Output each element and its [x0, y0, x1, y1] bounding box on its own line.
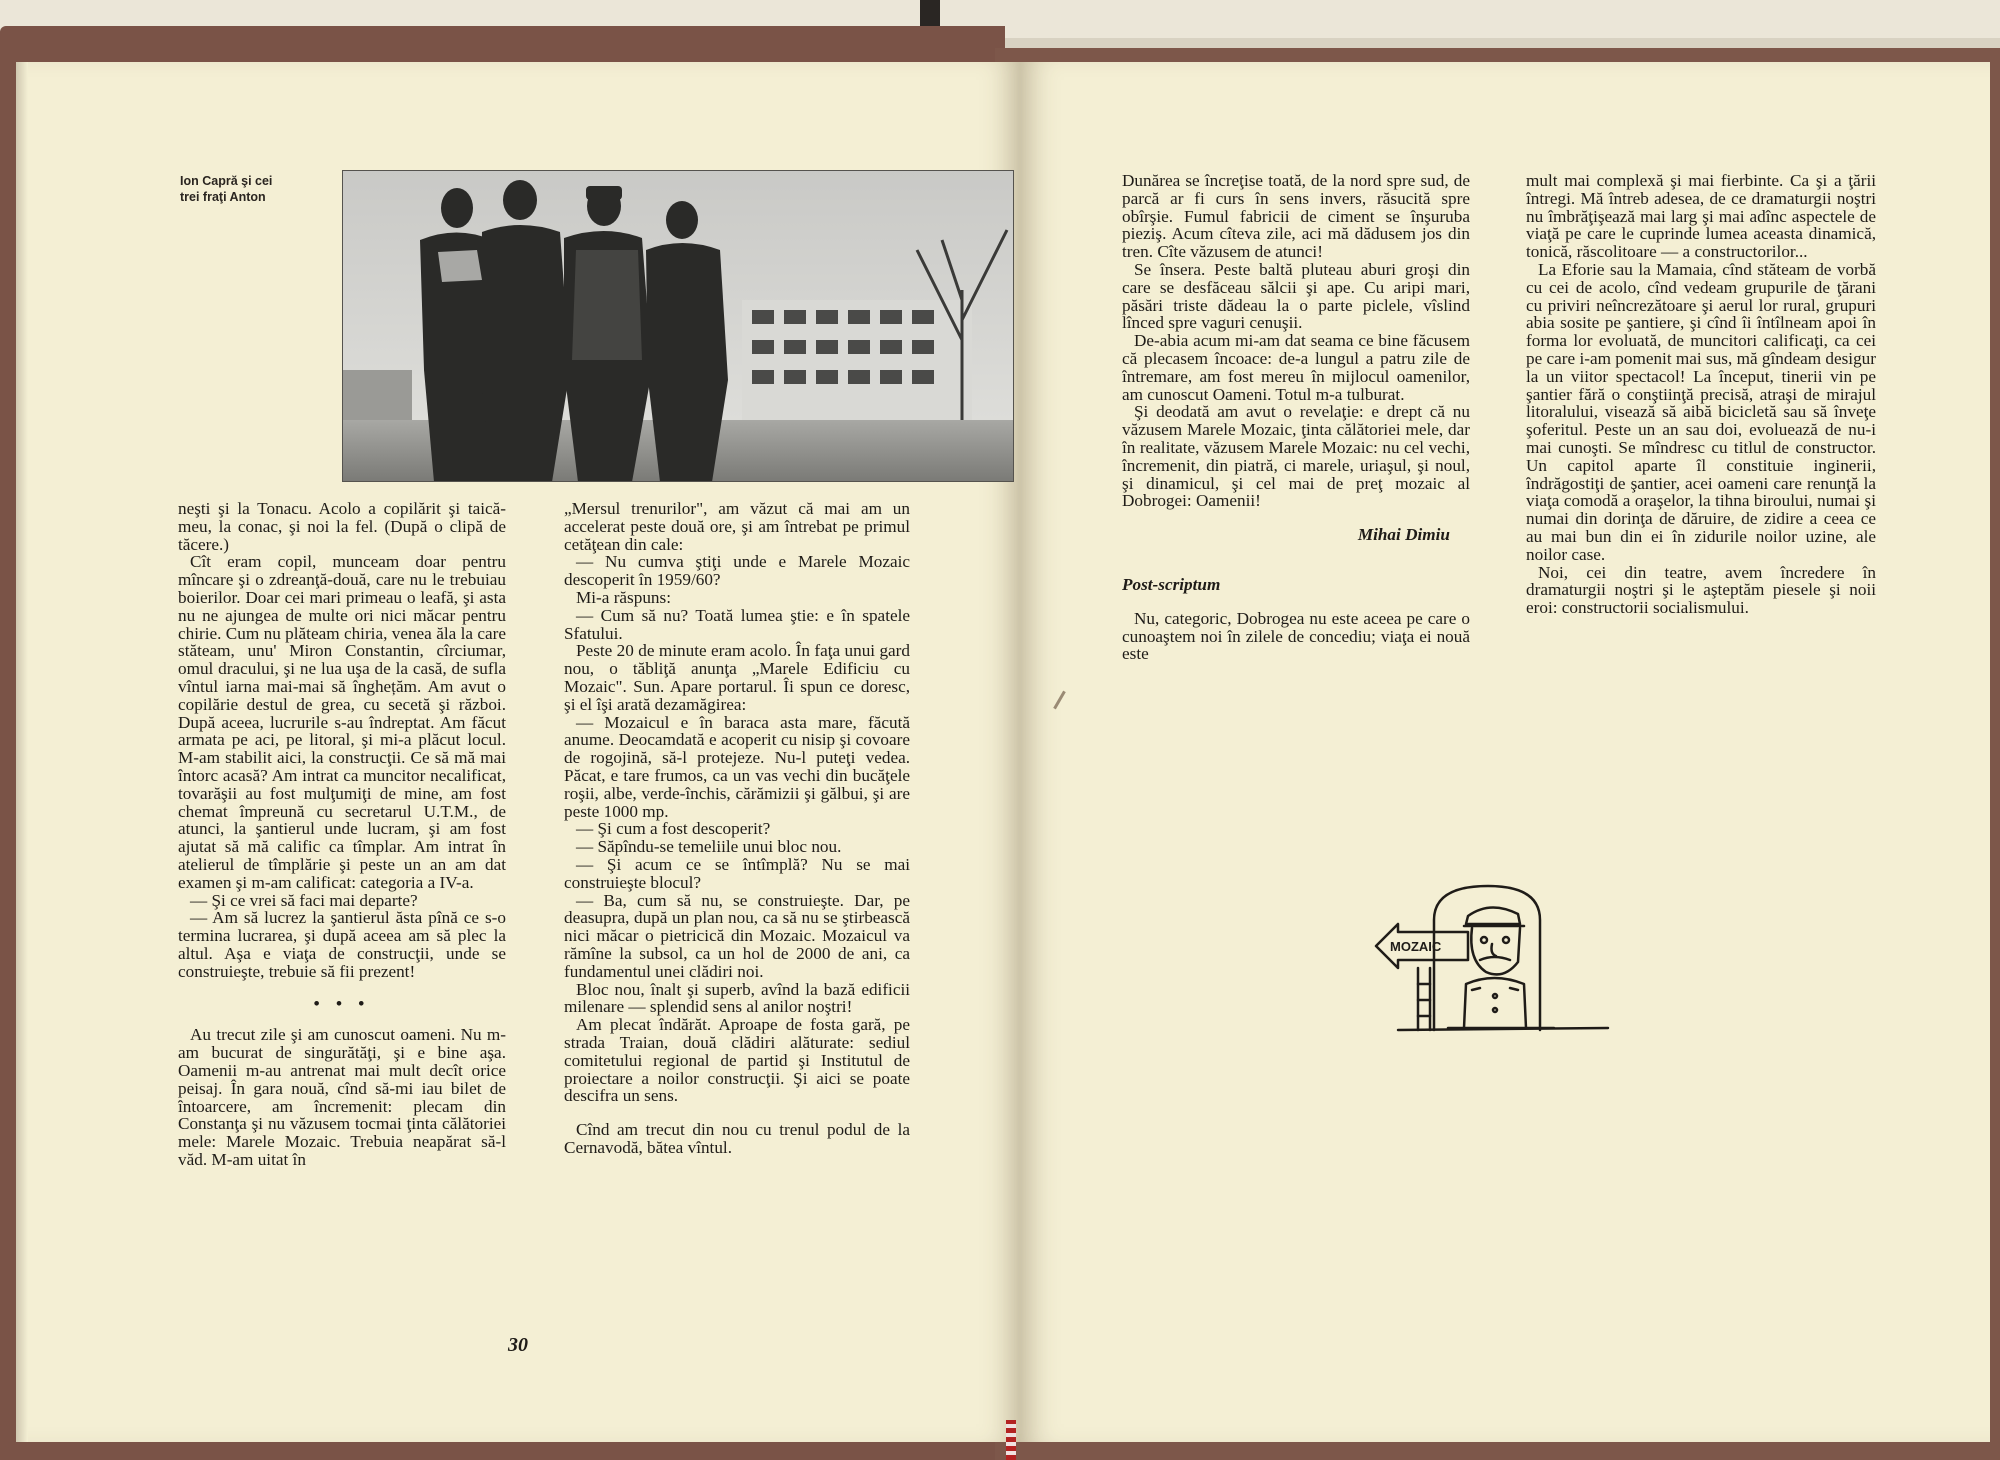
- paragraph: „Mersul trenurilor", am văzut că mai am un accelerat peste două ore, şi am întrebat pe primul cetăţean din cale:: [564, 500, 910, 554]
- paragraph: Noi, cei din teatre, avem încredere în dramaturgii noştri şi le aşteptăm piesele şi noii eroi: constructorii socialismului.: [1526, 562, 1876, 618]
- column-2: [564, 500, 910, 1310]
- mozaic-cartoon: [1368, 880, 1616, 1040]
- paragraph: De-abia acum mi-am dat seama ce bine făcusem că plecasem încoace: de-a lungul a patru zile de întremare, am fost mereu în mijlocul oamenilor, am cunoscut Oameni. Totul m-a tulburat.: [1122, 331, 1470, 404]
- paragraph: Dunărea se încreţise toată, de la nord spre sud, de parcă ar fi curs în sens invers, răsucită spre obîrşie. Fumul fabricii de ciment se înşuruba pieziş. Acum cîteva zile, aci mă dădusem jos din tren. Cîte văzusem de atunci!: [1122, 172, 1470, 262]
- photo-four-men: [342, 170, 1014, 482]
- paragraph: — Săpîndu-se temeliile unui bloc nou.: [576, 837, 842, 857]
- binding-thread: [1006, 1420, 1016, 1460]
- page-number: 30: [508, 1334, 528, 1356]
- column-1: [178, 500, 506, 1300]
- section-separator: • • •: [313, 993, 371, 1013]
- paragraph: Peste 20 de minute eram acolo. În faţa unui gard nou, o tăbliţă anunţa „Marele Edificiu cu Mozaic". Sun. Apare portarul. Îi spun ce doresc, şi el îşi arată dezamăgirea:: [564, 641, 910, 714]
- paragraph: Mi-a răspuns:: [576, 587, 671, 607]
- photo-caption: [180, 173, 310, 205]
- column-4: [1526, 172, 1876, 792]
- paragraph: Nu, categoric, Dobrogea nu este aceea pe care o cunoaştem noi în zilele de concediu; viaţa ei nouă este: [1122, 608, 1470, 664]
- paragraph: — Ba, cum să nu, se construieşte. Dar, pe deasupra, după un plan nou, ca să nu se ştirbească nici măcar o pietricică din Mozaic. Mozaicul va rămîne la subsol, ca un hol de 2000 de ani, ca fundamentul unei clădiri noi.: [564, 890, 910, 981]
- cartoon-sign-text: MOZAIC: [1390, 939, 1442, 954]
- paragraph: — Şi ce vrei să faci mai departe?: [190, 890, 418, 910]
- caption-line: trei fraţi Anton: [180, 190, 266, 204]
- paragraph: — Nu cumva ştiţi unde e Marele Mozaic descoperit în 1959/60?: [564, 552, 910, 590]
- paragraph: — Şi acum ce se întîmplă? Nu se mai construieşte blocul?: [564, 854, 910, 892]
- paragraph: Am plecat îndărăt. Aproape de fosta gară, pe strada Traian, două clădiri alăturate: sediul comitetului regional de partid şi Institutul de proiectare a noilor construcţii. Şi aici se poate descifra un sens.: [564, 1015, 910, 1106]
- paragraph: — Cum să nu? Toată lumea ştie: e în spatele Sfatului.: [564, 605, 910, 643]
- paragraph: — Am să lucrez la şantierul ăsta pînă ce s-o termina lucrarea, şi după aceea am să plec la altul. Aşa e viaţa de construcţii, unde se construieşte, trebuie să fii prezent!: [178, 908, 506, 981]
- paragraph: — Şi cum a fost descoperit?: [576, 819, 771, 839]
- paragraph: Cît eram copil, munceam doar pentru mîncare şi o zdreanţă-două, care nu le trebuiau boierilor. Doar cei mari primeau o leafă, şi asta nu ne ajungea de multe ori nici măcar pentru chirie. Cum nu plăteam chiria, venea ăla la care stăteam, unu' Miron Constantin, cîrciumar, omul dracului, şi ne lua uşa de la casă, de sufla vîntul iarna mai-mai să înghețăm. Am avut o copilărie destul de grea, cu secetă şi război. După aceea, lucrurile s-au îndreptat. Am făcut armata pe aci, pe litoral, şi mi-a plăcut locul. M-am stabilit aici, la construcţii. Ce să mă mai întorc acasă? Am intrat ca muncitor necalificat, tovarăşii au fost mulţumiţi de mine, am fost chemat împreună cu secretarul U.T.M., de atunci, la şantierul unde lucram, şi am fost ajutat să mă calific ca tîmplar. Am intrat în atelierul de tîmplărie şi peste un an am dat examen şi m-am calificat: categoria a IV-a.: [178, 552, 506, 892]
- paragraph: La Eforie sau la Mamaia, cînd stăteam de vorbă cu cei de acolo, cînd vedeam grupurile de ţărani cu priviri neîncrezătoare şi aerul lor rural, grupuri abia sosite pe şantiere, şi cînd îi întîlneam apoi în forma lor evoluată, de muncitori calificaţi, ca cei pe care i-am pomenit mai sus, mă gîndeam desigur la un viitor spectacol! La început, tinerii vin pe şantier fără o conştiinţă precisă, atraşi de mirajul litoralului, visează să aibă bicicletă sau să înveţe şoferitul. Peste un an sau doi, evoluează de nu-i mai cunoşti. Se mîndresc cu titlul de constructor. Un capitol aparte îl constituie inginerii, îndrăgostiţi de şantier, acei oameni care renunţă la viaţa comodă a oraşelor, la tihna biroului, numai şi numai din dorinţa de dăruire, de zidire a ceea ce au mai bun din ei în zidurile noilor uzine, ale noilor case.: [1526, 259, 1876, 564]
- paragraph: Cînd am trecut din nou cu trenul podul de la Cernavodă, bătea vîntul.: [564, 1120, 910, 1157]
- column-3: [1122, 172, 1470, 792]
- caption-line: Ion Capră şi cei: [180, 174, 273, 188]
- paragraph: neşti şi la Tonacu. Acolo a copilărit şi taică-meu, la conac, şi noi la fel. (După o clipă de tăcere.): [178, 500, 506, 554]
- paragraph: Au trecut zile şi am cunoscut oameni. Nu m-am bucurat de singurătăţi, şi e bine aşa. Oamenii m-au antrenat mai mult decît orice peisaj. În gara nouă, cînd să-mi iau bilet de întoarcere, am încremenit: plecam din Constanţa şi nu văzusem tocmai ţinta călătoriei mele: Marele Mozaic. Trebuia neapărat să-l văd. M-am uitat în: [178, 1025, 506, 1169]
- paragraph: — Mozaicul e în baraca asta mare, făcută anume. Deocamdată e acoperit cu nisip şi covoare de rogojină, să-l protejeze. Nu-l puteţi vedea. Păcat, e tare frumos, ca un vas vechi din bucăţele roşii, albe, verde-închis, cărămizii şi gălbui, şi are peste 1000 mp.: [564, 712, 910, 821]
- paragraph: Se însera. Peste baltă pluteau aburi groşi din care se desfăceau sălcii şi ape. Cu aripi mari, păsări triste dădeau la o parte piclele, vîslind lînced spre vaguri cenuşii.: [1122, 259, 1470, 333]
- author-signature: Mihai Dimiu: [1357, 525, 1450, 545]
- paragraph: mult mai complexă şi mai fierbinte. Ca şi a ţării întregi. Mă întreb adesea, de ce dramaturgii noştri nu îmbrăţişează mai larg şi mai adînc aspectele de viaţă pe care le cuprinde lumea aceasta dinamică, tonică, răscolitoare — a constructorilor...: [1526, 172, 1876, 262]
- page-edge: [16, 62, 28, 1442]
- paragraph: Şi deodată am avut o revelaţie: e drept că nu văzusem Marele Mozaic, ţinta călătoriei mele, dar în realitate, văzusem Marele Mozaic: nu cel vechi, încremenit, din piatră, ci marele, uriaşul, şi noul, şi dinamicul, şi cel mai de preţ mozaic al Dobrogei: Oamenii!: [1122, 402, 1470, 511]
- paragraph: Bloc nou, înalt şi superb, avînd la bază edificii milenare — splendid sens al anilor noştri!: [564, 979, 910, 1017]
- postscript-heading: Post-scriptum: [1122, 574, 1221, 594]
